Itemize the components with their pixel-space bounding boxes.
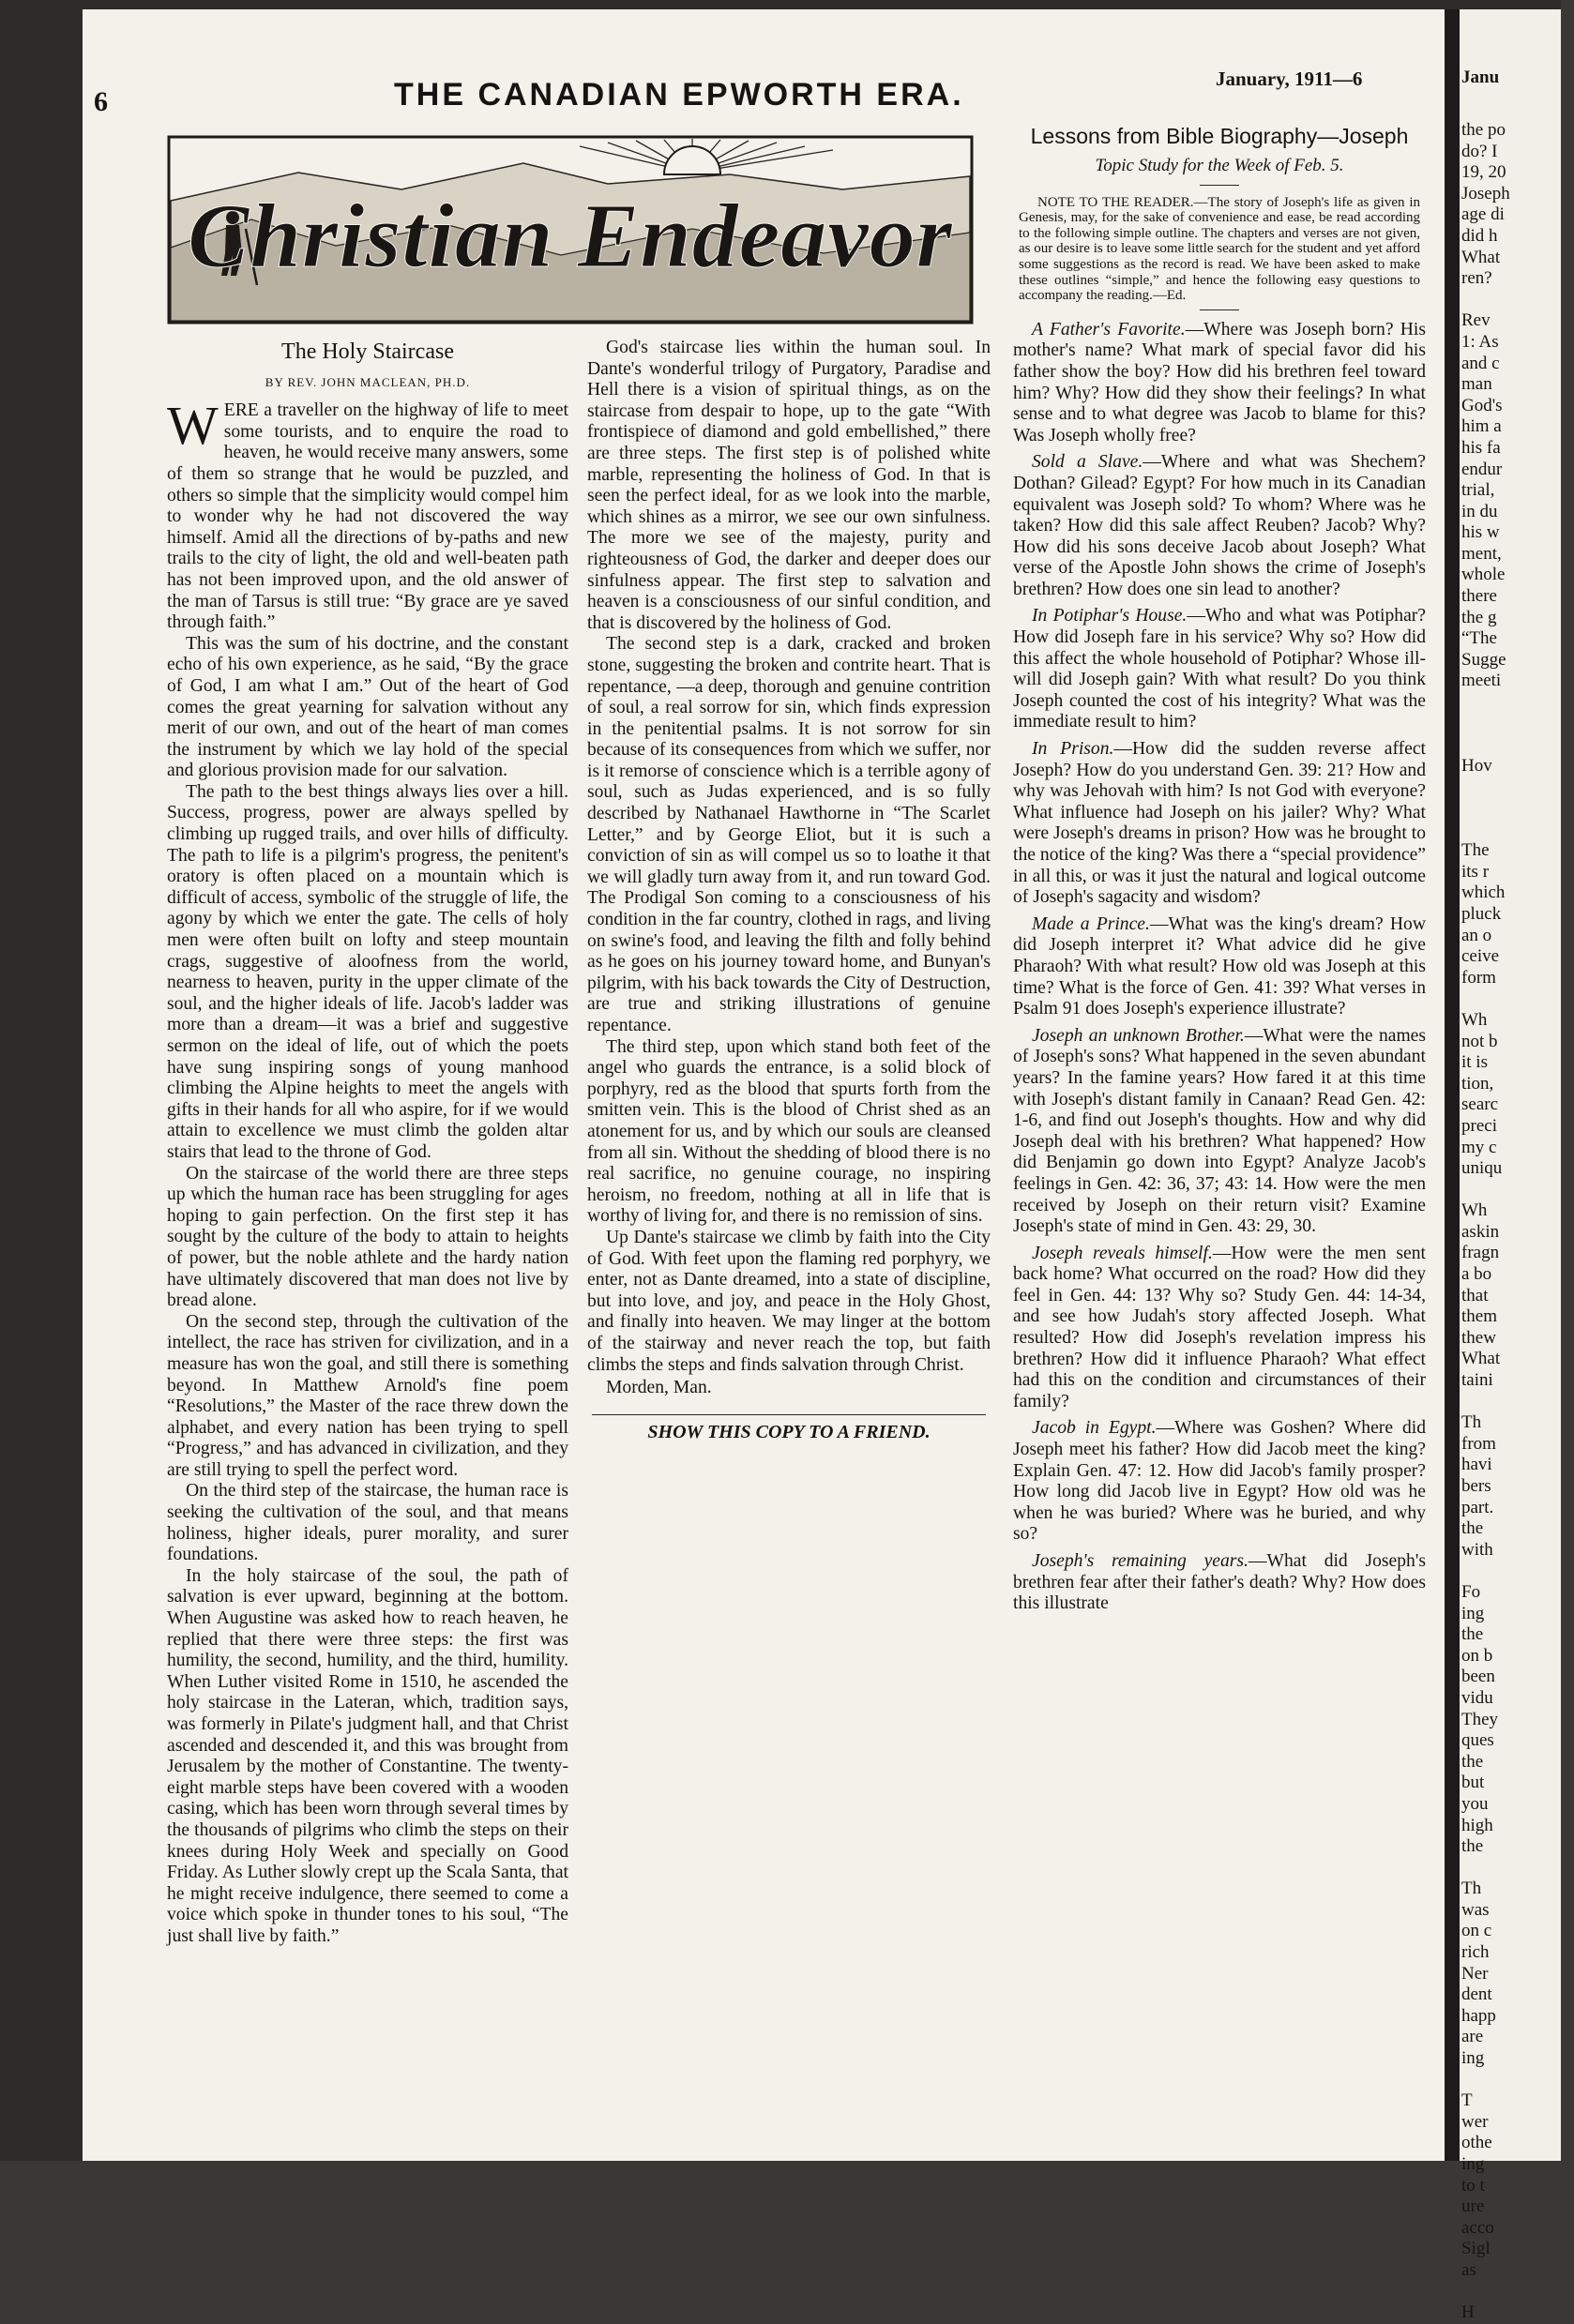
next-page-fragment xyxy=(1461,714,1574,735)
lesson-section xyxy=(1013,1026,1426,1238)
article-paragraph: God's staircase lies within the human soul. In Dante's wonderful trilogy of Purgatory, Paradise and Hell there is a vision of spiritual things, as on the staircase from despair to hope, up to the gate “With frontispiece of diamond and gold embellished,” there are three steps. The first step is of polished white marble, representing the holiness of God. In that is seen the perfect ideal, for as we look into the marble, which shines as a mirror, we see our own sinfulness. The more we see of the majesty, purity and righteousness of God, the darker and deeper does our sinfulness appear. The first step to salvation and heaven is a consciousness of our sinful condition, and that is discovered by the holiness of God. xyxy=(587,338,991,633)
next-page-header: Janu xyxy=(1461,68,1500,87)
next-page-fragment: happ xyxy=(1461,2005,1496,2026)
issue-date: January, 1911—6 xyxy=(1216,68,1363,90)
next-page-fragment: the xyxy=(1461,1624,1484,1645)
next-page-fragment: on c xyxy=(1461,1921,1492,1941)
lesson-section xyxy=(1013,1551,1426,1615)
lesson-heading: Joseph an unknown Brother. xyxy=(1032,1025,1245,1046)
next-page-fragment: the po xyxy=(1461,120,1506,140)
next-page-fragment: ren? xyxy=(1461,268,1492,289)
next-page-fragment: you xyxy=(1461,1793,1489,1814)
next-page-fragment: his fa xyxy=(1461,437,1501,458)
next-page-fragment: What xyxy=(1461,1349,1501,1369)
article-paragraph: On the staircase of the world there are three steps up which the human race has been struggling for ages hoping to gain perfection. On the first step it has sought by the culture of the body to attain to heights of power, but the noble athlete and the hardy nation have ultimately discovered that man does not live by bread alone. xyxy=(167,1163,568,1311)
next-page-fragment: pluck xyxy=(1461,903,1502,924)
article-signoff: Morden, Man. xyxy=(606,1378,712,1398)
next-page-fragment: Wh xyxy=(1461,1009,1488,1030)
next-page-fragment: God's xyxy=(1461,395,1503,415)
lesson-heading: Made a Prince. xyxy=(1032,913,1150,934)
next-page-fragment: trial, xyxy=(1461,480,1495,501)
next-page-fragment: his w xyxy=(1461,522,1500,543)
next-page-fragment: Ner xyxy=(1461,1963,1489,1984)
lesson-text: —Who and what was Potiphar? How did Joseph fare in his service? Why so? How did this affect the whole household of Potiphar? Whose ill-will did Joseph gain? With what result? Do you think Joseph counted the cost of his integrity? What was the immediate result to him? xyxy=(1013,606,1426,732)
next-page-fragment: othe xyxy=(1461,2133,1492,2153)
topic-line: Topic Study for the Week of Feb. 5. xyxy=(1095,156,1344,175)
lesson-heading: A Father's Favorite. xyxy=(1032,319,1186,340)
article-paragraph: Up Dante's staircase we climb by faith into the City of God. With feet upon the flaming red porphyry, we enter, not as Dante dreamed, into a state of discipline, but into love, and joy, and peace in the Holy Ghost, and finally into heaven. We may linger at the bottom of the stairway and never reach the top, but faith climbs the steps and finds salvation through Christ. xyxy=(587,1227,991,1375)
lesson-text: —What was the king's dream? How did Joseph interpret it? What advice did he give Pharaoh? With what result? How old was Joseph at this time? What is the force of Gen. 41: 39? What verses in Psalm 91 does Joseph's experience illustrate? xyxy=(1013,913,1426,1019)
next-page-fragment: Wh xyxy=(1461,1200,1488,1221)
next-page-fragment: ment, xyxy=(1461,543,1502,564)
next-page-fragment: the g xyxy=(1461,607,1497,627)
next-page-fragment: wer xyxy=(1461,2111,1489,2132)
next-page-fragment: part. xyxy=(1461,1497,1494,1517)
next-page-fragment: The xyxy=(1461,840,1490,861)
next-page-fragment: him a xyxy=(1461,416,1502,437)
divider xyxy=(1200,309,1239,310)
next-page-fragment xyxy=(1461,1561,1574,1582)
next-page-fragment: age di xyxy=(1461,204,1505,225)
next-page-fragment: “The xyxy=(1461,628,1497,649)
next-page-fragment: high xyxy=(1461,1815,1493,1835)
next-page-fragment: Th xyxy=(1461,1412,1482,1433)
next-page-fragment: its r xyxy=(1461,861,1490,882)
lesson-section xyxy=(1013,606,1426,733)
next-page-fragment: tion, xyxy=(1461,1073,1494,1094)
next-page-fragment: Rev xyxy=(1461,310,1491,331)
lesson-text: —What were the names of Joseph's sons? What happened in the seven abundant years? In the famine years? How fared it at this time with Joseph's distant family in Canaan? Read Gen. 42: 1-6, and find out Joseph's thoughts. How and why did Joseph deal with his brethren? What happened? How did Benjamin go down into Egypt? Analyze Jacob's feelings in Gen. 42: 36, 37; 43: 14. How were the men received by Joseph on their return visit? Examine Joseph's state of mind in Gen. 43: 29, 30. xyxy=(1013,1025,1426,1237)
next-page-fragment: ques xyxy=(1461,1730,1494,1751)
next-page-fragment: meeti xyxy=(1461,671,1502,691)
drop-cap: W xyxy=(167,395,219,457)
show-this-copy-notice: SHOW THIS COPY TO A FRIEND. xyxy=(647,1421,931,1442)
next-page-fragment: Sigl xyxy=(1461,2239,1491,2259)
next-page-fragment: rich xyxy=(1461,1942,1490,1963)
lessons-title: Lessons from Bible Biography—Joseph xyxy=(1030,124,1409,148)
next-page-fragment: in du xyxy=(1461,501,1498,521)
article-byline: BY REV. JOHN MACLEAN, PH.D. xyxy=(265,374,471,389)
lesson-section xyxy=(1013,452,1426,600)
next-page-fragment: my c xyxy=(1461,1137,1497,1157)
lesson-section xyxy=(1013,739,1426,909)
next-page-fragment xyxy=(1461,988,1574,1010)
next-page-fragment xyxy=(1461,2070,1574,2091)
next-page-fragment: Hov xyxy=(1461,755,1492,776)
next-page-fragment: thew xyxy=(1461,1327,1496,1348)
next-page-fragment: uniqu xyxy=(1461,1158,1503,1179)
publication-title: THE CANADIAN EPWORTH ERA. xyxy=(394,77,964,113)
next-page-fragment: and c xyxy=(1461,353,1500,373)
next-page-fragment: the xyxy=(1461,1518,1484,1539)
lesson-sections xyxy=(1013,320,1426,1615)
next-page-fragment: on b xyxy=(1461,1645,1493,1666)
next-page-fragment: a bo xyxy=(1461,1264,1492,1285)
next-page-fragment: been xyxy=(1461,1667,1495,1687)
page-gutter xyxy=(1445,9,1460,2161)
next-page-fragment: whole xyxy=(1461,565,1506,585)
banner-lettering: Christian Endeavor xyxy=(188,186,953,287)
next-page-fragment: searc xyxy=(1461,1094,1499,1115)
article-paragraph: In the holy staircase of the soul, the path of salvation is ever upward, beginning at the bottom. When Augustine was asked how to reach heaven, he replied that there were three steps: the first was humility, the second, humility, and the third, humility. When Luther visited Rome in 1510, he ascended the holy staircase in the Lateran, which, tradition says, was formerly in Pilate's judgment hall, and that Christ ascended and descended it, and this was brought from Jerusalem by the mother of Constantine. The twenty-eight marble steps have been covered with a wooden casing, which has been worn through several times by the thousands of pilgrims who climb the steps on their knees during Holy Week and specially on Good Friday. As Luther slowly crept up the Scala Santa, that he might receive indulgence, there seemed to come a voice which spoke in thunder tones to his soul, “The just shall live by faith.” xyxy=(167,1565,568,1946)
next-page-fragment: Joseph xyxy=(1461,183,1510,204)
next-page-fragment: to t xyxy=(1461,2175,1485,2196)
next-page-fragment: 19, 20 xyxy=(1461,162,1506,183)
next-page-fragment: them xyxy=(1461,1306,1497,1327)
lesson-heading: In Prison. xyxy=(1032,739,1114,760)
next-page-fragment xyxy=(1461,777,1574,798)
next-page-fragment: Sugge xyxy=(1461,649,1506,670)
next-page-fragment: Fo xyxy=(1461,1581,1481,1602)
article-paragraph: This was the sum of his doctrine, and the constant echo of his own experience, as he said, “By the grace of God, I am what I am.” Out of the heart of God comes the great yearning for salvation without any merit of our own, and out of the heart of man comes the instrument by which we lay hold of the special and glorious provision made for our salvation. xyxy=(167,633,568,781)
next-page-fragment: askin xyxy=(1461,1221,1500,1242)
next-page-fragment: They xyxy=(1461,1709,1499,1729)
next-page-fragment: with xyxy=(1461,1539,1493,1560)
next-page-fragment: the xyxy=(1461,1836,1484,1857)
next-page-fragment: the xyxy=(1461,1751,1484,1772)
lesson-heading: Joseph's remaining years. xyxy=(1032,1551,1249,1571)
next-page-fragment: ure xyxy=(1461,2196,1485,2217)
next-page-fragment: as xyxy=(1461,2259,1476,2280)
divider xyxy=(592,1414,986,1415)
next-page-fragment: preci xyxy=(1461,1115,1497,1136)
article-paragraph: On the second step, through the cultivation of the intellect, the race has striven for civilization, and in a measure has won the goal, and still there is something beyond. In Matthew Arnold's fine poem “Resolutions,” the Master of the race threw down the alphabet, and every nation has been trying to spell “Progress,” and has advanced in civilization, and they are still trying to spell the perfect word. xyxy=(167,1311,568,1480)
next-page-fragment: do? I xyxy=(1461,141,1498,161)
next-page-fragment: bers xyxy=(1461,1476,1491,1496)
lesson-heading: Jacob in Egypt. xyxy=(1032,1418,1157,1439)
lesson-section xyxy=(1013,914,1426,1020)
next-page-fragment: an o xyxy=(1461,925,1492,945)
next-page-fragment: it is xyxy=(1461,1052,1488,1073)
lesson-section xyxy=(1013,320,1426,447)
article-column-1 xyxy=(167,338,568,1948)
next-page-fragment xyxy=(1461,820,1574,841)
article-paragraph: On the third step of the staircase, the human race is seeking the cultivation of the soul, and that means holiness, higher ideals, purer morality, and surer foundations. xyxy=(167,1481,568,1565)
next-page-fragment: but xyxy=(1461,1773,1485,1793)
next-page-fragment: H xyxy=(1461,2302,1475,2323)
next-page-fragment xyxy=(1461,2282,1574,2303)
next-page-fragment: did h xyxy=(1461,225,1498,246)
divider xyxy=(1200,185,1239,186)
next-page-fragment: What xyxy=(1461,247,1501,267)
lesson-section xyxy=(1013,1418,1426,1546)
next-page-fragment xyxy=(1461,1180,1574,1201)
next-page-fragment: ceive xyxy=(1461,946,1500,967)
next-page-fragment: havi xyxy=(1461,1455,1492,1475)
next-page-fragment: ing xyxy=(1461,2048,1485,2069)
page-right-fragment xyxy=(1460,9,1561,2323)
next-page-fragment xyxy=(1461,692,1574,714)
next-page-fragment: that xyxy=(1461,1285,1489,1305)
next-page-fragment xyxy=(1461,1392,1574,1413)
lesson-heading: Sold a Slave. xyxy=(1032,452,1143,473)
lesson-text: —How were the men sent back home? What occurred on the road? How did they feel in Gen. 44: 13? Why so? Study Gen. 44: 14-34, and see how Judah's story affected Joseph. What resulted? How did Joseph's revelation impress his brethren? How did it influence Pharaoh? What effect had this on the condition and circumstances of their family? xyxy=(1013,1243,1426,1411)
article-paragraph: The second step is a dark, cracked and broken stone, suggesting the broken and contrite heart. That is repentance, —a deep, thorough and genuine contrition of soul, a real sorrow for sin, which finds expression in the penitential psalms. It is not sorrow for sin because of its consequences from which we suffer, nor is it remorse of conscience which is a terrible agony of soul, such as Judas experienced, and is so fully described by Nathanael Hawthorne in “The Scarlet Letter,” and by George Eliot, but it is such a conviction of sin as will compel us so to loathe it that we will gladly turn away from it, and run toward God. The Prodigal Son coming to a consciousness of his condition in the far country, clothed in rags, and living on swine's food, and leaving the filth and folly behind as he goes on his journey toward home, and Bunyan's pilgrim, with his back towards the City of Destruction, are true and striking illustrations of genuine repentance. xyxy=(587,634,991,1035)
lesson-text: —Where was Goshen? Where did Joseph meet his father? How did Jacob meet the king? Explain Gen. 47: 12. How did Jacob's family prosper? How long did Jacob live in Egypt? How old was he when he was buried? Where was he buried, and why so? xyxy=(1013,1418,1426,1545)
next-page-fragment: acco xyxy=(1461,2217,1494,2238)
lesson-text: —Where was Joseph born? His mother's name? What mark of special favor did his father show the boy? How did his brethren feel toward him? Why? How did they show their feelings? In what sense and to what degree was Jacob to blame for this? Was Joseph wholly free? xyxy=(1013,319,1426,445)
next-page-fragment xyxy=(1461,734,1574,756)
next-page-fragment: vidu xyxy=(1461,1687,1493,1708)
lesson-text: —What did Joseph's brethren fear after their father's death? Why? How does this illustrate xyxy=(1013,1551,1426,1614)
next-page-fragment: which xyxy=(1461,883,1506,903)
next-page-fragment: there xyxy=(1461,586,1497,607)
next-page-fragment: was xyxy=(1461,1899,1490,1920)
lesson-text: —Where and what was Shechem? Dothan? Gilead? Egypt? For how much in its Canadian equivalent was Joseph sold? To whom? Where was he taken? How did this sale affect Reuben? Jacob? Why? How did his sons deceive Jacob about Joseph? What verse of the Apostle John shows the crime of Joseph's brethren? How does one sin lead to another? xyxy=(1013,452,1426,599)
lesson-heading: Joseph reveals himself. xyxy=(1032,1243,1213,1263)
lesson-text: —How did the sudden reverse affect Joseph? How do you understand Gen. 39: 21? How and why was Jehovah with him? Is not God with everyone? What influence had Joseph on his jailer? Why? What were Joseph's dreams in prison? How was he brought to the notice of the king? Was there a “special providence” in all this, or was it just the natural and logical outcome of Joseph's sagacity and wisdom? xyxy=(1013,739,1426,908)
note-to-reader: NOTE TO THE READER.—The story of Joseph's life as given in Genesis, may, for the sake of convenience and ease, be read according to the following simple outline. The chapters and verses are not given, as our desire is to leave some little search for the student and yet afford some suggestions as the record is read. We have been asked to make these outlines “simple,” and hence the following easy questions to accompany the reading.—Ed. xyxy=(1019,194,1420,304)
next-page-fragment: man xyxy=(1461,374,1492,395)
next-page-fragment xyxy=(1461,290,1574,311)
page-number: 6 xyxy=(94,86,108,117)
lessons-column xyxy=(1013,122,1426,1621)
next-page-fragment: taini xyxy=(1461,1370,1493,1391)
next-page-fragment: Th xyxy=(1461,1879,1482,1899)
article-paragraph: The path to the best things always lies over a hill. Success, progress, power are always spelled by climbing up rugged trails, and over hills of difficulty. The path to life is a pilgrim's progress, the penitent's oratory is often placed on a mountain which is difficult of access, symbolic of the struggle of life, the agony by which we enter the gate. The cells of holy men were often built on lofty and steep mountain crags, suggestive of aloofness from the world, nearness to heaven, purity in the upper climate of the soul, and the higher ideals of life. Jacob's ladder was more than a dream—it was a brief and suggestive sermon on the ideal of life, out of which the poets have sung inspiring songs of young manhood climbing the Alpine heights to meet the angels with gifts in their hands for all who aspire, for if we would attain to excellence we must climb the golden altar stairs that lead to the throne of God. xyxy=(167,781,568,1162)
next-page-fragment xyxy=(1461,1858,1574,1879)
next-page-fragment: T xyxy=(1461,2090,1473,2111)
christian-endeavor-banner xyxy=(167,135,974,324)
next-page-fragment: not b xyxy=(1461,1031,1498,1051)
next-page-fragment: fragn xyxy=(1461,1243,1500,1263)
next-page-fragment: from xyxy=(1461,1433,1496,1454)
next-page-fragment: ing xyxy=(1461,1603,1485,1623)
next-page-fragment: are xyxy=(1461,2027,1484,2047)
article-column-2 xyxy=(587,338,991,1443)
next-page-fragment: form xyxy=(1461,967,1496,988)
article-paragraph: WERE a traveller on the highway of life to meet some tourists, and to enquire the road to heaven, he would receive many answers, some of them so strange that he would be puzzled, and others so simple that the simplicity would compel him to wonder why he had not discovered the way himself. Amid all the directions of by-paths and new trails to the city of light, the old and well-beaten path has not been improved upon, and the old answer of the man of Tarsus is still true: “By grace are ye saved through faith.” xyxy=(167,395,568,633)
lesson-heading: In Potiphar's House. xyxy=(1032,606,1188,626)
article-title: The Holy Staircase xyxy=(281,340,454,364)
next-page-fragment: 1: As xyxy=(1461,331,1499,352)
next-page-fragment xyxy=(1461,798,1574,820)
next-page-fragment: dent xyxy=(1461,1984,1492,2005)
next-page-fragment: ing xyxy=(1461,2154,1485,2174)
lesson-section xyxy=(1013,1244,1426,1413)
next-page-fragment: endur xyxy=(1461,459,1503,479)
article-paragraph: The third step, upon which stand both feet of the angel who guards the entrance, is a solid block of porphyry, red as the blood that spurts forth from the smitten vein. This is the blood of Christ shed as an atonement for us, and by which our souls are cleansed from all sin. Without the shedding of blood there is no real sacrifice, no genuine courage, no inspiring heroism, no freedom, nothing at all in life that is worthy of living for, and there is no remission of sins. xyxy=(587,1036,991,1227)
